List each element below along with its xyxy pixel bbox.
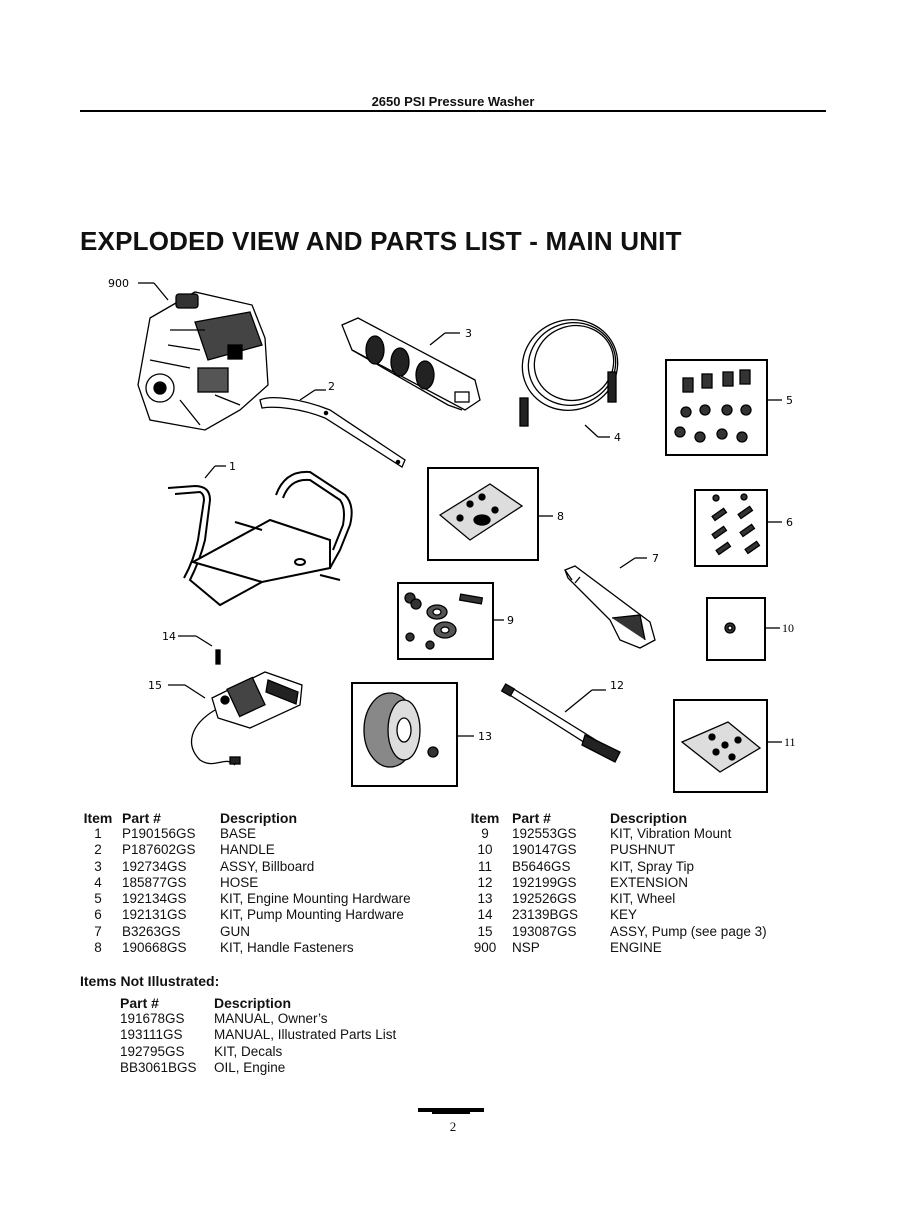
part-description: KIT, Wheel [610,891,676,907]
base-frame-illustration [168,472,352,605]
item-number: 7 [94,923,102,939]
kit-engine-mounting-box [666,360,767,455]
pushnut-box [707,598,765,660]
callout-3: 3 [465,327,472,340]
part-description: MANUAL, Illustrated Parts List [214,1027,397,1043]
part-number: 192734GS [122,858,187,874]
column-header-part: Part # [122,810,161,826]
spray-gun-illustration [565,566,655,648]
part-number: NSP [512,940,540,956]
table-row [464,875,773,891]
callout-14: 14 [162,630,176,643]
part-number: 192795GS [120,1043,185,1059]
part-description: HOSE [220,874,259,890]
column-header-description: Description [214,995,292,1011]
part-number: B3263GS [122,923,181,939]
header-rule [80,110,826,112]
table-row [80,940,417,956]
item-number: 10 [477,842,493,858]
table-row [120,1011,396,1027]
part-description: ENGINE [610,940,662,956]
item-number: 1 [94,826,102,841]
pump-illustration [192,672,302,765]
document-header-title: 2650 PSI Pressure Washer [371,94,535,109]
part-description: KIT, Pump Mounting Hardware [220,907,404,923]
items-not-illustrated-table [120,995,396,1076]
part-description: OIL, Engine [214,1059,286,1075]
table-row [80,859,417,875]
callout-5: 5 [786,394,793,407]
callout-1: 1 [229,460,236,473]
item-number: 13 [477,891,493,907]
part-number: P187602GS [122,842,196,858]
part-description: PUSHNUT [610,842,676,858]
part-number: 192131GS [122,907,187,923]
table-row [80,875,417,891]
item-number: 9 [481,826,489,841]
column-header-part: Part # [512,810,551,826]
parts-table-header-row [80,810,417,826]
part-number: 192526GS [512,891,577,907]
parts-table-left [80,810,417,956]
item-number: 3 [94,858,102,874]
callout-2: 2 [328,380,335,393]
parts-table-right [464,810,773,956]
not-illustrated-header-row [120,995,396,1011]
callout-11: 11 [784,735,796,749]
part-number: B5646GS [512,858,571,874]
table-row [464,842,773,858]
callout-4: 4 [614,431,621,444]
pushnut-illustration [725,623,735,633]
part-number: P190156GS [122,826,196,841]
table-row [120,1060,396,1076]
engine-illustration [138,292,268,430]
handle-illustration [260,398,405,467]
callout-12: 12 [610,679,624,692]
exploded-view-diagram [80,262,826,810]
part-number: 192199GS [512,874,577,890]
item-number: 4 [94,874,102,890]
callout-15: 15 [148,679,162,692]
table-row [464,924,773,940]
callout-13: 13 [478,730,492,743]
item-number: 5 [94,891,102,907]
table-row [80,924,417,940]
part-description: KIT, Vibration Mount [610,826,732,841]
item-number: 8 [94,940,102,956]
callout-10: 10 [782,621,794,635]
key-illustration [216,650,220,664]
item-number: 900 [473,940,497,956]
column-header-part: Part # [120,995,159,1011]
column-header-item: Item [470,810,500,826]
column-header-description: Description [610,810,688,826]
part-description: EXTENSION [610,874,689,890]
part-number: 23139BGS [512,907,579,923]
table-row [80,842,417,858]
kit-pump-mounting-box [695,490,767,566]
part-description: MANUAL, Owner’s [214,1011,328,1026]
callout-8: 8 [557,510,564,523]
part-description: KIT, Engine Mounting Hardware [220,891,411,907]
table-row [464,907,773,923]
part-number: 190668GS [122,940,187,956]
extension-illustration [502,684,620,762]
part-number: 185877GS [122,874,187,890]
part-description: GUN [220,923,250,939]
billboard-illustration [342,318,480,410]
table-row [464,826,773,842]
column-header-item: Item [83,810,113,826]
table-row [80,891,417,907]
part-description: KIT, Decals [214,1043,283,1059]
part-number: BB3061BGS [120,1059,197,1075]
footer-bar-underline [432,1112,470,1114]
table-row [464,859,773,875]
part-number: 193111GS [120,1027,183,1043]
callout-900: 900 [108,277,129,290]
parts-table-header-row [464,810,773,826]
part-description: KEY [610,907,638,923]
callout-6: 6 [786,516,793,529]
item-number: 12 [477,874,493,890]
part-description: KIT, Spray Tip [610,858,695,874]
page-number: 2 [449,1119,457,1134]
hose-illustration [510,306,631,426]
section-title: EXPLODED VIEW AND PARTS LIST - MAIN UNIT [80,226,682,256]
part-number: 192134GS [122,891,187,907]
item-number: 11 [477,858,492,874]
part-number: 192553GS [512,826,577,841]
table-row [120,1044,396,1060]
part-description: KIT, Handle Fasteners [220,940,354,956]
item-number: 2 [94,842,102,858]
table-row [120,1027,396,1043]
part-description: ASSY, Pump (see page 3) [610,923,767,939]
part-description: HANDLE [220,842,275,858]
part-number: 191678GS [120,1011,185,1026]
part-description: ASSY, Billboard [220,858,315,874]
item-number: 14 [477,907,493,923]
table-row [464,891,773,907]
item-number: 6 [94,907,102,923]
item-number: 15 [477,923,493,939]
items-not-illustrated-title: Items Not Illustrated: [80,973,220,989]
table-row [80,907,417,923]
table-row [464,940,773,956]
callout-9: 9 [507,614,514,627]
part-description: BASE [220,826,257,841]
callout-7: 7 [652,552,659,565]
table-row [80,826,417,842]
part-number: 190147GS [512,842,577,858]
part-number: 193087GS [512,923,577,939]
column-header-description: Description [220,810,298,826]
